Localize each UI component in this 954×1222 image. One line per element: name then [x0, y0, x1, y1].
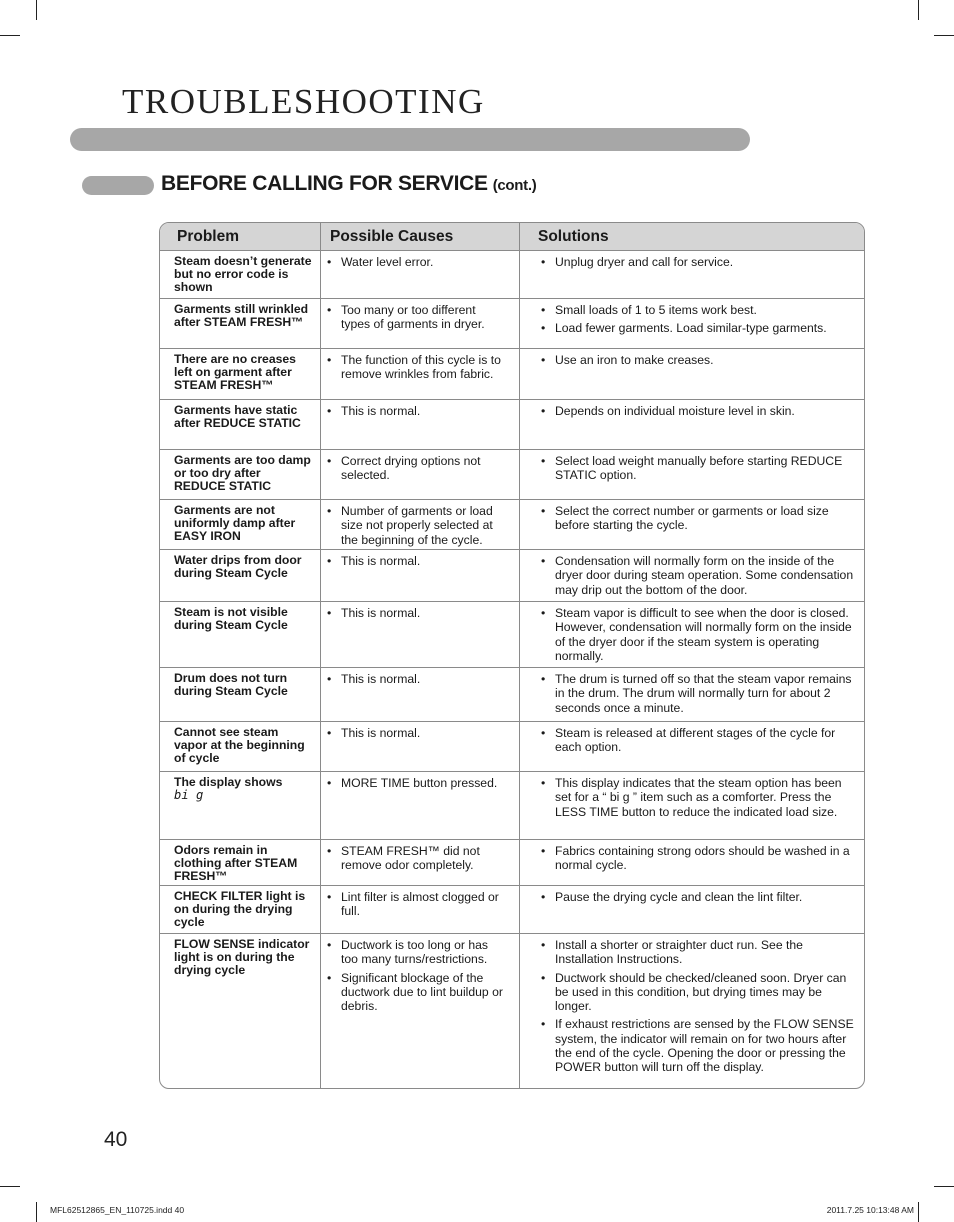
- header-possible-causes: Possible Causes: [330, 228, 454, 245]
- section-title: [161, 172, 536, 196]
- troubleshooting-table: [159, 222, 865, 1089]
- section-title-text: BEFORE CALLING FOR SERVICE: [161, 172, 488, 195]
- problem-text: The display shows: [174, 775, 283, 789]
- cause-item: • STEAM FRESH™ did not remove odor completely.: [327, 844, 507, 873]
- causes-cell: [327, 776, 507, 794]
- cause-item: • MORE TIME button pressed.: [327, 776, 507, 790]
- solution-item: • Select the correct number or garments or load size before starting the cycle.: [541, 504, 856, 533]
- crop-mark: [36, 0, 37, 20]
- crop-mark: [934, 1186, 954, 1187]
- problem-text: Water drips from door during Steam Cycle: [174, 553, 302, 581]
- cause-item: • Lint filter is almost clogged or full.: [327, 890, 507, 919]
- cause-item: • This is normal.: [327, 672, 507, 686]
- row-divider: [160, 771, 864, 772]
- cause-item: • This is normal.: [327, 554, 507, 568]
- solutions-cell: [541, 255, 856, 273]
- solutions-cell: [541, 404, 856, 422]
- solution-item: • Depends on individual moisture level in skin.: [541, 404, 856, 418]
- row-divider: [160, 839, 864, 840]
- causes-cell: [327, 606, 507, 624]
- footer-file-info: MFL62512865_EN_110725.indd 40: [50, 1205, 185, 1215]
- title-underline-bar: [70, 128, 750, 151]
- problem-cell: [174, 554, 314, 580]
- solutions-cell: [541, 606, 856, 667]
- crop-mark: [918, 0, 919, 20]
- row-divider: [160, 885, 864, 886]
- solution-item: • The drum is turned off so that the steam vapor remains in the drum. The drum will normally turn for about 2 seconds once a minute.: [541, 672, 856, 715]
- cause-item: • This is normal.: [327, 606, 507, 620]
- causes-cell: [327, 938, 507, 1017]
- cause-item: • Significant blockage of the ductwork due to lint buildup or debris.: [327, 971, 507, 1014]
- problem-text: Odors remain in clothing after STEAM FRESH™: [174, 843, 298, 884]
- solutions-cell: [541, 776, 856, 823]
- header-problem: Problem: [177, 228, 240, 245]
- row-divider: [160, 549, 864, 550]
- problem-text: Garments are too damp or too dry after REDUCE STATIC: [174, 453, 311, 494]
- solutions-cell: [541, 353, 856, 371]
- row-divider: [160, 933, 864, 934]
- solutions-cell: [541, 844, 856, 877]
- causes-cell: [327, 672, 507, 690]
- solution-item: • Ductwork should be checked/cleaned soon. Dryer can be used in this condition, but drying times may be longer.: [541, 971, 856, 1014]
- crop-mark: [0, 1186, 20, 1187]
- column-divider: [320, 223, 321, 1088]
- section-pill: [82, 176, 154, 195]
- problem-cell: [174, 404, 314, 430]
- solutions-cell: [541, 726, 856, 759]
- header-solutions: Solutions: [538, 228, 609, 245]
- solutions-cell: [541, 454, 856, 487]
- problem-cell: [174, 672, 314, 698]
- crop-mark: [918, 1202, 919, 1222]
- solution-item: • Load fewer garments. Load similar-type garments.: [541, 321, 856, 335]
- footer-timestamp: 2011.7.25 10:13:48 AM: [826, 1205, 914, 1215]
- problem-text: Steam doesn’t generate but no error code is shown: [174, 254, 312, 295]
- causes-cell: [327, 454, 507, 487]
- problem-text: Garments still wrinkled after STEAM FRESH™: [174, 302, 309, 330]
- problem-cell: [174, 504, 314, 544]
- cause-item: • This is normal.: [327, 404, 507, 418]
- cause-item: • This is normal.: [327, 726, 507, 740]
- section-title-cont: (cont.): [492, 177, 537, 194]
- row-divider: [160, 399, 864, 400]
- column-divider: [519, 223, 520, 1088]
- solutions-cell: [541, 554, 856, 601]
- causes-cell: [327, 255, 507, 273]
- solution-item: • Unplug dryer and call for service.: [541, 255, 856, 269]
- causes-cell: [327, 303, 507, 336]
- solutions-cell: [541, 938, 856, 1079]
- solution-item: • Fabrics containing strong odors should be washed in a normal cycle.: [541, 844, 856, 873]
- solution-item: • Install a shorter or straighter duct run. See the Installation Instructions.: [541, 938, 856, 967]
- row-divider: [160, 348, 864, 349]
- causes-cell: [327, 554, 507, 572]
- cause-item: • Too many or too different types of garments in dryer.: [327, 303, 507, 332]
- problem-text: Garments have static after REDUCE STATIC: [174, 403, 301, 431]
- cause-item: • The function of this cycle is to remove wrinkles from fabric.: [327, 353, 507, 382]
- causes-cell: [327, 504, 507, 551]
- causes-cell: [327, 353, 507, 386]
- row-divider: [160, 298, 864, 299]
- problem-cell: [174, 303, 314, 329]
- table-header: [160, 223, 864, 251]
- solutions-cell: [541, 890, 856, 908]
- solution-item: • Condensation will normally form on the inside of the dryer door during steam operation. Some condensation may drip out the bottom of the door.: [541, 554, 856, 597]
- problem-text: Drum does not turn during Steam Cycle: [174, 671, 288, 699]
- problem-cell: [174, 454, 314, 494]
- problem-cell: [174, 606, 314, 632]
- problem-text: Cannot see steam vapor at the beginning of cycle: [174, 725, 305, 766]
- solutions-cell: [541, 672, 856, 719]
- problem-cell: [174, 776, 314, 802]
- causes-cell: [327, 404, 507, 422]
- solutions-cell: [541, 504, 856, 537]
- row-divider: [160, 721, 864, 722]
- problem-cell: [174, 255, 314, 295]
- problem-cell: [174, 844, 314, 884]
- problem-text: Steam is not visible during Steam Cycle: [174, 605, 288, 633]
- problem-text: FLOW SENSE indicator light is on during the drying cycle: [174, 937, 310, 978]
- solution-item: • Steam is released at different stages of the cycle for each option.: [541, 726, 856, 755]
- problem-cell: [174, 353, 314, 393]
- crop-mark: [934, 35, 954, 36]
- page-title: TROUBLESHOOTING: [122, 82, 485, 121]
- cause-item: • Ductwork is too long or has too many turns/restrictions.: [327, 938, 507, 967]
- causes-cell: [327, 726, 507, 744]
- display-readout: bi g: [174, 788, 204, 803]
- cause-item: • Water level error.: [327, 255, 507, 269]
- problem-text: Garments are not uniformly damp after EASY IRON: [174, 503, 296, 544]
- row-divider: [160, 449, 864, 450]
- page-number: 40: [104, 1128, 128, 1151]
- solution-item: • Pause the drying cycle and clean the lint filter.: [541, 890, 856, 904]
- problem-text: CHECK FILTER light is on during the drying cycle: [174, 889, 306, 930]
- problem-cell: [174, 890, 314, 930]
- solution-item: • Select load weight manually before starting REDUCE STATIC option.: [541, 454, 856, 483]
- causes-cell: [327, 890, 507, 923]
- cause-item: • Correct drying options not selected.: [327, 454, 507, 483]
- solution-item: • If exhaust restrictions are sensed by the FLOW SENSE system, the indicator will remain on for two hours after the end of the cycle. Opening the door or pressing the POWER button will turn off the display.: [541, 1017, 856, 1074]
- solution-item: • This display indicates that the steam option has been set for a “ bi g ” item such as a comforter. Press the LESS TIME button to reduce the indicated load size.: [541, 776, 856, 819]
- cause-item: • Number of garments or load size not properly selected at the beginning of the cycle.: [327, 504, 507, 547]
- crop-mark: [36, 1202, 37, 1222]
- solution-item: • Use an iron to make creases.: [541, 353, 856, 367]
- row-divider: [160, 601, 864, 602]
- solutions-cell: [541, 303, 856, 340]
- solution-item: • Small loads of 1 to 5 items work best.: [541, 303, 856, 317]
- row-divider: [160, 499, 864, 500]
- solution-item: • Steam vapor is difficult to see when the door is closed. However, condensation will normally form on the inside of the dryer door if the steam system is operating normally.: [541, 606, 856, 663]
- problem-cell: [174, 938, 314, 978]
- crop-mark: [0, 35, 20, 36]
- problem-text: There are no creases left on garment after STEAM FRESH™: [174, 352, 296, 393]
- causes-cell: [327, 844, 507, 877]
- problem-cell: [174, 726, 314, 766]
